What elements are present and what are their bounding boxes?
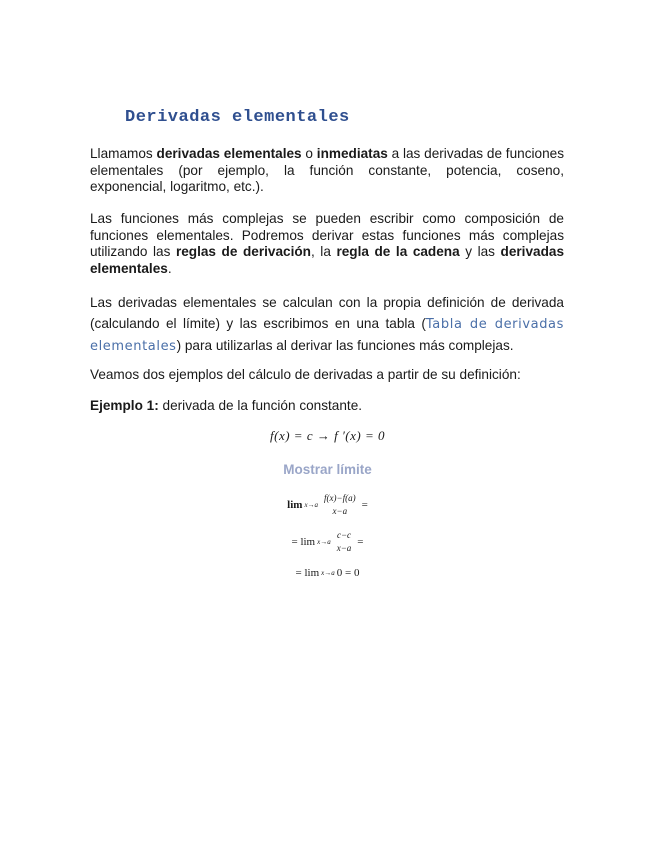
- page-title: Derivadas elementales: [125, 108, 350, 127]
- limit-step-3: = lim x→a 0 = 0: [295, 567, 360, 579]
- composition-paragraph: Las funciones más complejas se pueden escribir como composición de funciones elementales. Podremos derivar estas funciones más complejas utilizando las reglas de derivación, la regla de la cadena y las derivadas elementales.: [90, 211, 565, 276]
- fraction: c−c x−a: [336, 530, 352, 553]
- derivatives-table-link[interactable]: Tabla de derivadas elementales: [90, 317, 564, 354]
- show-limit-button[interactable]: Mostrar límite: [283, 462, 372, 477]
- limit-step-1: lim x→a f(x)−f(a) x−a =: [287, 493, 368, 516]
- limit-step-2: = lim x→a c−c x−a =: [291, 530, 364, 553]
- definition-paragraph: Las derivadas elementales se calculan con la propia definición de derivada (calculando el límite) y las escribimos en una tabla (Tabla de derivadas elementales) para utilizarlas al derivar las funciones más complejas.: [90, 295, 564, 354]
- examples-intro-paragraph: Veamos dos ejemplos del cálculo de derivadas a partir de su definición:: [90, 367, 521, 382]
- fraction: f(x)−f(a) x−a: [324, 493, 356, 516]
- example-1-heading: Ejemplo 1: derivada de la función constante.: [90, 398, 363, 413]
- intro-paragraph: Llamamos derivadas elementales o inmediatas a las derivadas de funciones elementales (por ejemplo, la función constante, potencia, coseno, exponencial, logaritmo, etc.).: [90, 146, 565, 194]
- constant-function-formula: f(x) = c → f ′(x) = 0: [270, 428, 385, 443]
